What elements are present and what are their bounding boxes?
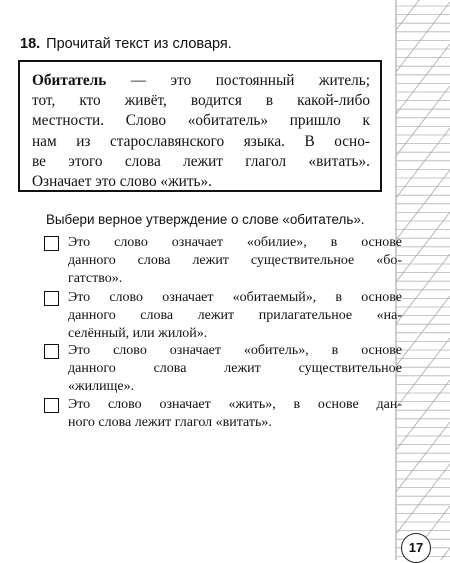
- margin-slant-line: [396, 2, 450, 72]
- answer-checkbox[interactable]: [44, 236, 59, 251]
- answer-text: Это слово означает «обилие», в основе данного слова лежит существительное «бо- гатство».: [68, 235, 402, 286]
- dictionary-line: Означает это слово «жить».: [32, 173, 212, 191]
- dictionary-line: нам из старославянского языка. В осно-: [32, 132, 370, 150]
- dictionary-term: Обитатель: [32, 72, 107, 89]
- margin-slant-line: [396, 380, 450, 450]
- margin-slant-line: [396, 254, 450, 324]
- task-number: 18.: [20, 36, 41, 52]
- dictionary-line: ве этого слова лежит глагол «витать».: [32, 152, 370, 170]
- answer-text: Это слово означает «обитаемый», в основе данного слова лежит прилагательное «на- селённый, или жилой».: [68, 290, 402, 341]
- answer-checkbox[interactable]: [44, 398, 59, 413]
- answer-text: Это слово означает «обитель», в основе данного слова лежит существительное «жилище».: [68, 343, 402, 394]
- margin-slant-line: [396, 44, 450, 114]
- margin-slant-line: [396, 464, 450, 534]
- dictionary-line: Обитатель — это постоянный житель;: [32, 72, 370, 89]
- task-title: Прочитай текст из словаря.: [46, 36, 232, 52]
- question-text: Выбери верное утверждение о слове «обитатель».: [46, 212, 365, 227]
- margin-slant-line: [396, 86, 450, 156]
- margin-slant-line: [396, 296, 450, 366]
- dictionary-line: местности. Слово «обитатель» пришло к: [32, 112, 370, 130]
- margin-slant-line: [396, 422, 450, 492]
- answer-checkbox[interactable]: [44, 344, 59, 359]
- answer-checkbox[interactable]: [44, 291, 59, 306]
- answer-text: Это слово означает «жить», в основе дан- ного слова лежит глагол «витать».: [68, 397, 402, 430]
- task-heading: [20, 36, 232, 52]
- margin-slant-line: [396, 128, 450, 198]
- page-number: 17: [401, 533, 431, 563]
- dictionary-line: тот, кто живёт, водится в какой-либо: [32, 92, 370, 110]
- dictionary-entry-box: [18, 60, 382, 192]
- margin-slant-line: [396, 338, 450, 408]
